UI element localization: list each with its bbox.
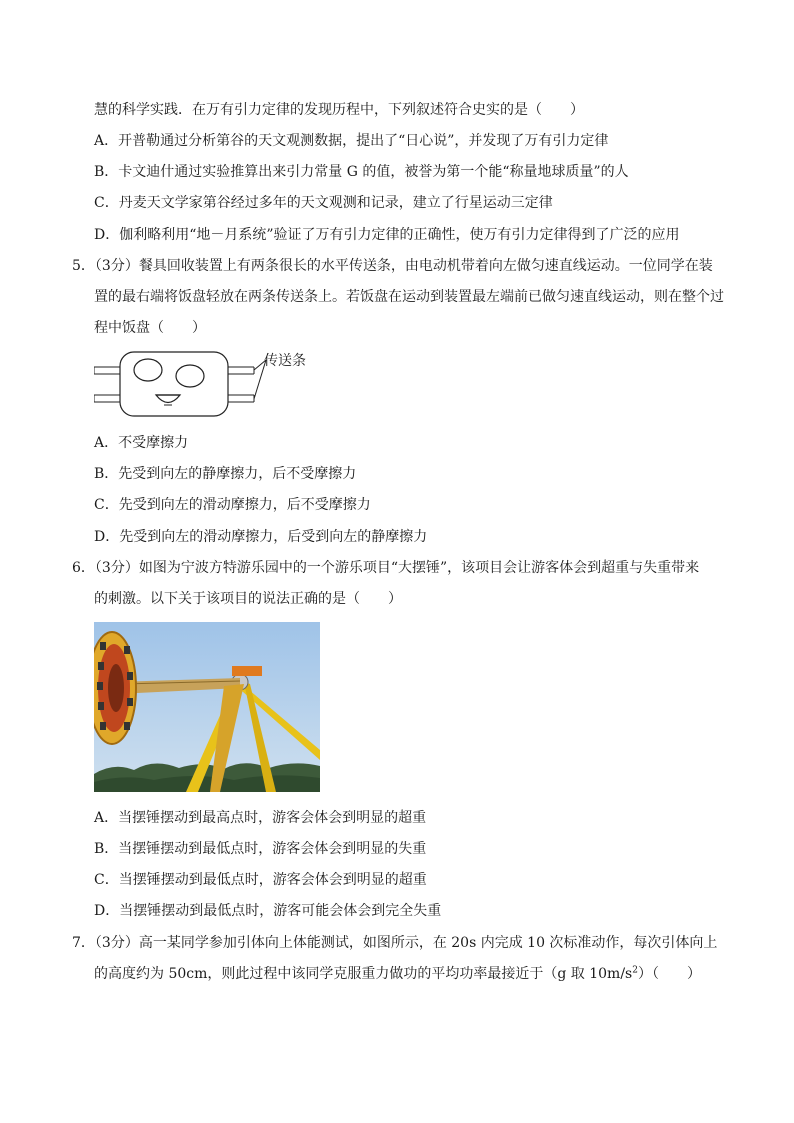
q6-stem-line-1: 6．（3分）如图为宁波方特游乐园中的一个游乐项目“大摆锤”，该项目会让游客体会到超重与失重带来 (72, 560, 700, 576)
q5-stem-line-2: 置的最右端将饭盘轻放在两条传送条上。若饭盘在运动到装置最左端前已做匀速直线运动，则在整个过 (94, 289, 724, 305)
q7-stem-line-1: 7．（3分）高一某同学参加引体向上体能测试，如图所示，在 20s 内完成 10 次标准动作，每次引体向上 (72, 935, 718, 951)
conveyor-label: 传送条 (264, 353, 306, 369)
q5-stem-line-1: 5．（3分）餐具回收装置上有两条很长的水平传送条，由电动机带着向左做匀速直线运动。一位同学在装 (72, 258, 713, 274)
q4-option-d: D．伽利略利用“地－月系统”验证了万有引力定律的正确性，使万有引力定律得到了广泛的应用 (94, 227, 680, 243)
conveyor-tray-figure (94, 348, 334, 420)
q6-option-d: D．当摆锤摆动到最低点时，游客可能会体会到完全失重 (94, 903, 442, 919)
q7-stem-line-2-text: 的高度约为 50cm，则此过程中该同学克服重力做功的平均功率最接近于（g 取 10m/s (94, 966, 633, 982)
q5-option-b: B．先受到向左的静摩擦力，后不受摩擦力 (94, 466, 357, 482)
q4-option-a: A．开普勒通过分析第谷的天文观测数据，提出了“日心说”，并发现了万有引力定律 (94, 133, 609, 149)
q5-stem-line-3: 程中饭盘（ ） (94, 320, 206, 336)
q6-option-b: B．当摆锤摆动到最低点时，游客会体会到明显的失重 (94, 841, 427, 857)
q7-exponent: 2 (632, 965, 638, 976)
q7-stem-line-2-tail: ）（ ） (637, 966, 701, 982)
q5-option-d: D．先受到向左的滑动摩擦力，后受到向左的静摩擦力 (94, 529, 428, 545)
q6-option-a: A．当摆锤摆动到最高点时，游客会体会到明显的超重 (94, 810, 427, 826)
q6-stem-line-2: 的刺激。以下关于该项目的说法正确的是（ ） (94, 591, 402, 607)
pendulum-ride-illustration (94, 622, 320, 792)
q4-option-c: C．丹麦天文学家第谷经过多年的天文观测和记录，建立了行星运动三定律 (94, 195, 553, 211)
q5-option-c: C．先受到向左的滑动摩擦力，后不受摩擦力 (94, 497, 371, 513)
q4-option-b: B．卡文迪什通过实验推算出来引力常量 G 的值，被誉为第一个能“称量地球质量”的人 (94, 164, 629, 180)
q4-stem-tail: 慧的科学实践．在万有引力定律的发现历程中，下列叙述符合史实的是（ ） (94, 102, 584, 118)
q6-option-c: C．当摆锤摆动到最低点时，游客会体会到明显的超重 (94, 872, 427, 888)
q5-option-a: A．不受摩擦力 (94, 435, 189, 451)
q7-stem-line-2 (94, 964, 701, 984)
pendulum-ride-photo (94, 622, 320, 792)
